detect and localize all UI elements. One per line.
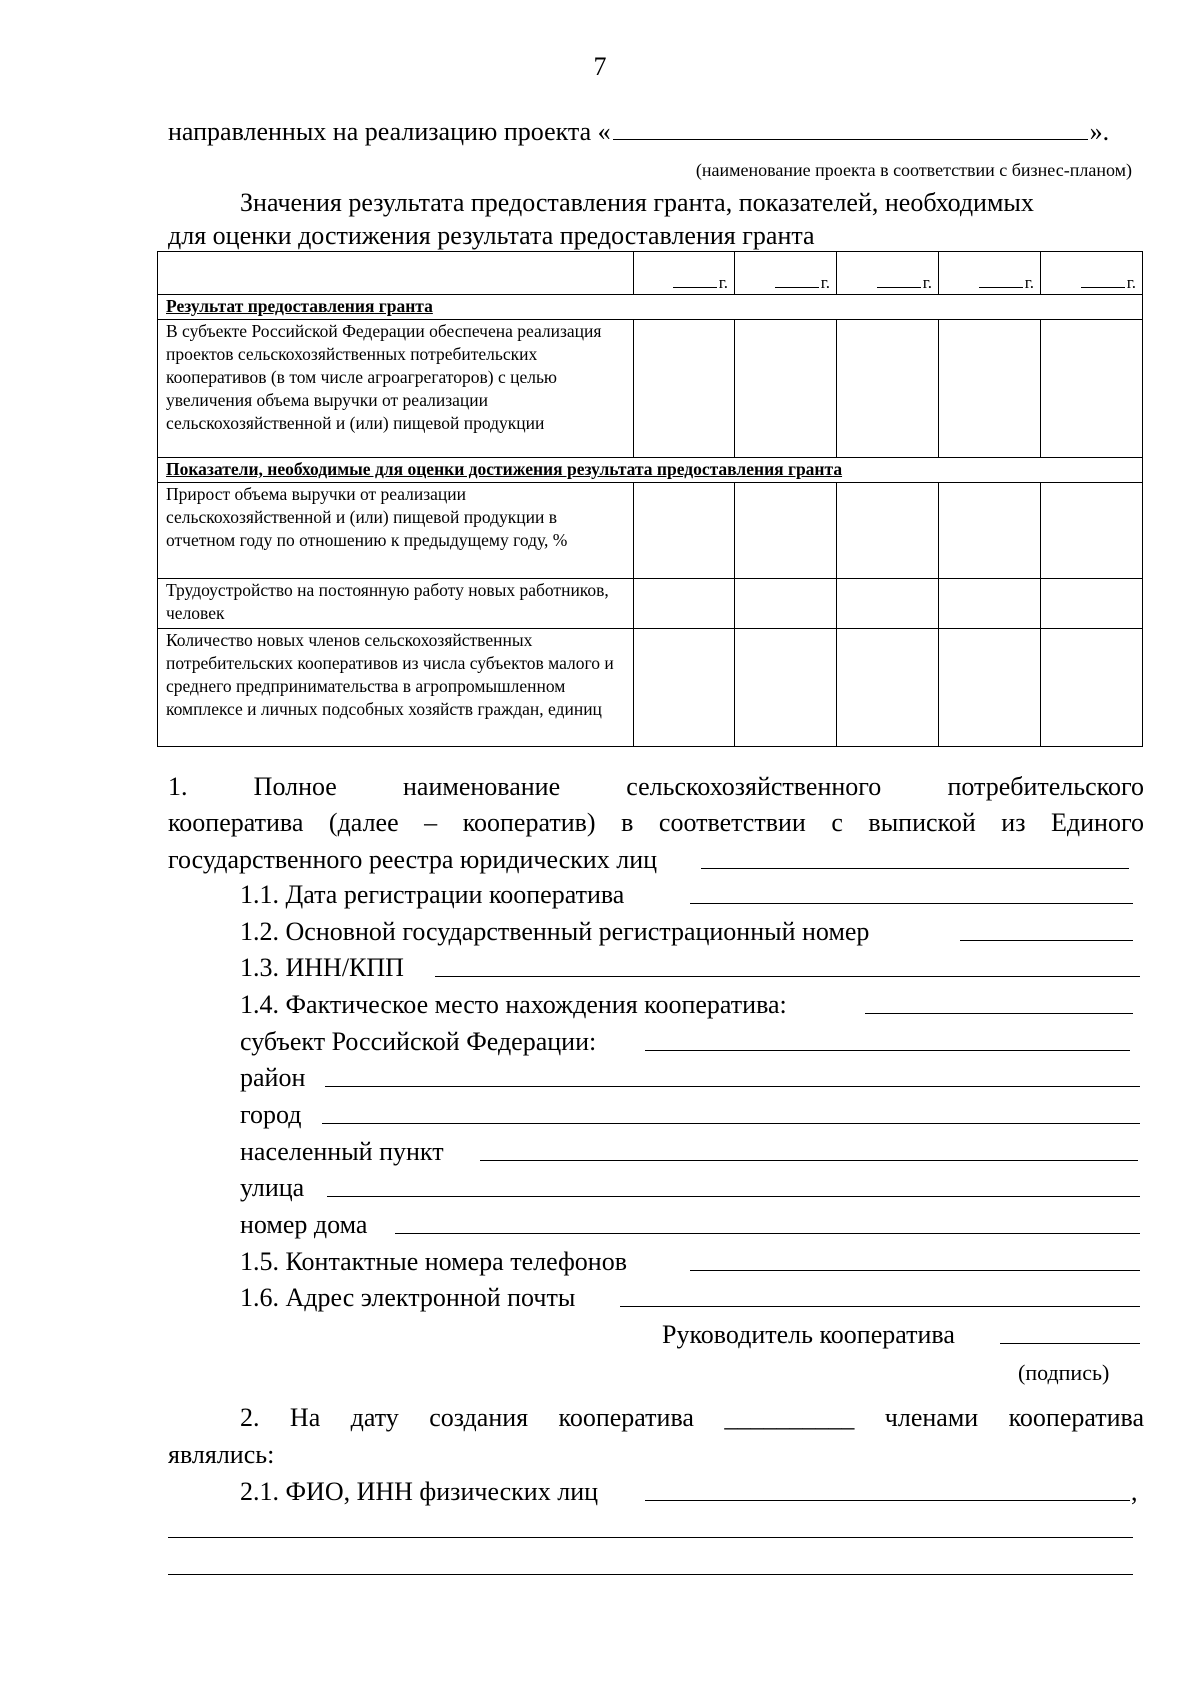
project-intro-text: направленных на реализацию проекта « [168,117,611,146]
value-cell[interactable] [634,579,735,629]
inn-kpp-label: 1.3. ИНН/КПП [240,953,404,982]
value-cell[interactable] [1041,579,1143,629]
house-number-field[interactable] [395,1233,1140,1234]
indicator-row-label: Прирост объема выручки от реализации сельскохозяйственной и (или) пищевой продукции в отчетном году по отношению к предыдущему году, % [158,483,634,579]
table-row [158,579,1143,629]
ogrn-label: 1.2. Основной государственный регистрационный номер [240,917,870,946]
value-cell[interactable] [1041,483,1143,579]
value-cell[interactable] [634,483,735,579]
district-label: район [240,1063,306,1092]
federal-subject-field[interactable] [645,1050,1130,1051]
house-number-label: номер дома [240,1210,368,1239]
item2-text-line2: являлись: [168,1440,275,1469]
federal-subject-label: субъект Российской Федерации: [240,1027,597,1056]
section-indicators-heading: Показатели, необходимые для оценки достижения результата предоставления гранта [158,458,1143,483]
ogrn-field[interactable] [960,940,1133,941]
result-row-label: В субъекте Российской Федерации обеспечена реализация проектов сельскохозяйственных потребительских кооперативов (в том числе агроагрегаторов) с целью увеличения объема выручки от реализации сельскохозяйственной и (или) пищевой продукции [158,320,634,458]
value-cell[interactable] [1041,320,1143,458]
value-cell[interactable] [634,320,735,458]
grant-results-table [157,251,1143,747]
value-cell[interactable] [939,629,1041,747]
table-title-line2: для оценки достижения результата предоставления гранта [168,221,815,250]
settlement-label: населенный пункт [240,1137,444,1166]
legal-name-field[interactable] [701,868,1129,869]
indicator-row-label: Трудоустройство на постоянную работу новых работников, человек [158,579,634,629]
item1-text-line3: государственного реестра юридических лиц [168,845,658,874]
table-header-row [158,252,1143,295]
item1-text-line2: кооператива (далее – кооператив) в соответствии с выпиской из Единого [168,808,1144,837]
section-result-row [158,295,1143,320]
email-label: 1.6. Адрес электронной почты [240,1283,576,1312]
value-cell[interactable] [837,320,939,458]
value-cell[interactable] [939,483,1041,579]
district-field[interactable] [325,1086,1140,1087]
year-cell-2[interactable]: г. [735,252,837,295]
actual-location-field[interactable] [865,1013,1133,1014]
year-cell-3[interactable]: г. [837,252,939,295]
project-name-field[interactable] [613,138,1088,140]
individuals-continuation-line-2[interactable] [168,1574,1133,1575]
table-row [158,483,1143,579]
table-title-line1: Значения результата предоставления гранта, показателей, необходимых [240,188,1034,217]
item2-text-line1: 2. На дату создания кооператива __________ членами кооператива [240,1403,1144,1432]
value-cell[interactable] [939,579,1041,629]
phone-numbers-field[interactable] [690,1270,1140,1271]
section-indicators-row [158,458,1143,483]
value-cell[interactable] [735,579,837,629]
header-empty-cell [158,252,634,295]
value-cell[interactable] [939,320,1041,458]
project-intro-line [168,117,1109,147]
value-cell[interactable] [735,320,837,458]
year-cell-4[interactable]: г. [939,252,1041,295]
item1-text-line1: 1. Полное наименование сельскохозяйственного потребительского [168,772,1144,801]
project-intro-close: ». [1089,117,1110,146]
section-result-heading: Результат предоставления гранта [158,295,1143,320]
project-name-note: (наименование проекта в соответствии с бизнес-планом) [695,160,1132,180]
value-cell[interactable] [735,483,837,579]
value-cell[interactable] [634,629,735,747]
street-label: улица [240,1173,305,1202]
city-field[interactable] [322,1123,1140,1124]
actual-location-label: 1.4. Фактическое место нахождения кооператива: [240,990,787,1019]
value-cell[interactable] [837,483,939,579]
value-cell[interactable] [1041,629,1143,747]
individuals-continuation-line-1[interactable] [168,1537,1133,1538]
settlement-field[interactable] [480,1160,1138,1161]
registration-date-label: 1.1. Дата регистрации кооператива [240,880,625,909]
indicator-row-label: Количество новых членов сельскохозяйственных потребительских кооперативов из числа субъектов малого и среднего предпринимательства в агропромышленном комплексе и личных подсобных хозяйств граждан, единиц [158,629,634,747]
individuals-label: 2.1. ФИО, ИНН физических лиц [240,1477,599,1506]
cooperative-head-label: Руководитель кооператива [662,1320,955,1349]
phone-numbers-label: 1.5. Контактные номера телефонов [240,1247,627,1276]
value-cell[interactable] [735,629,837,747]
year-cell-5[interactable]: г. [1041,252,1143,295]
individuals-field[interactable] [645,1500,1130,1501]
value-cell[interactable] [837,629,939,747]
value-cell[interactable] [837,579,939,629]
city-label: город [240,1100,302,1129]
table-row [158,320,1143,458]
page-number: 7 [593,52,607,81]
table-row [158,629,1143,747]
street-field[interactable] [327,1196,1140,1197]
email-field[interactable] [620,1306,1140,1307]
signature-note: (подпись) [1018,1360,1110,1385]
individuals-comma: , [1131,1477,1138,1506]
inn-kpp-field[interactable] [435,976,1140,977]
registration-date-field[interactable] [690,903,1133,904]
head-signature-field[interactable] [1000,1343,1140,1344]
year-cell-1[interactable]: г. [634,252,735,295]
